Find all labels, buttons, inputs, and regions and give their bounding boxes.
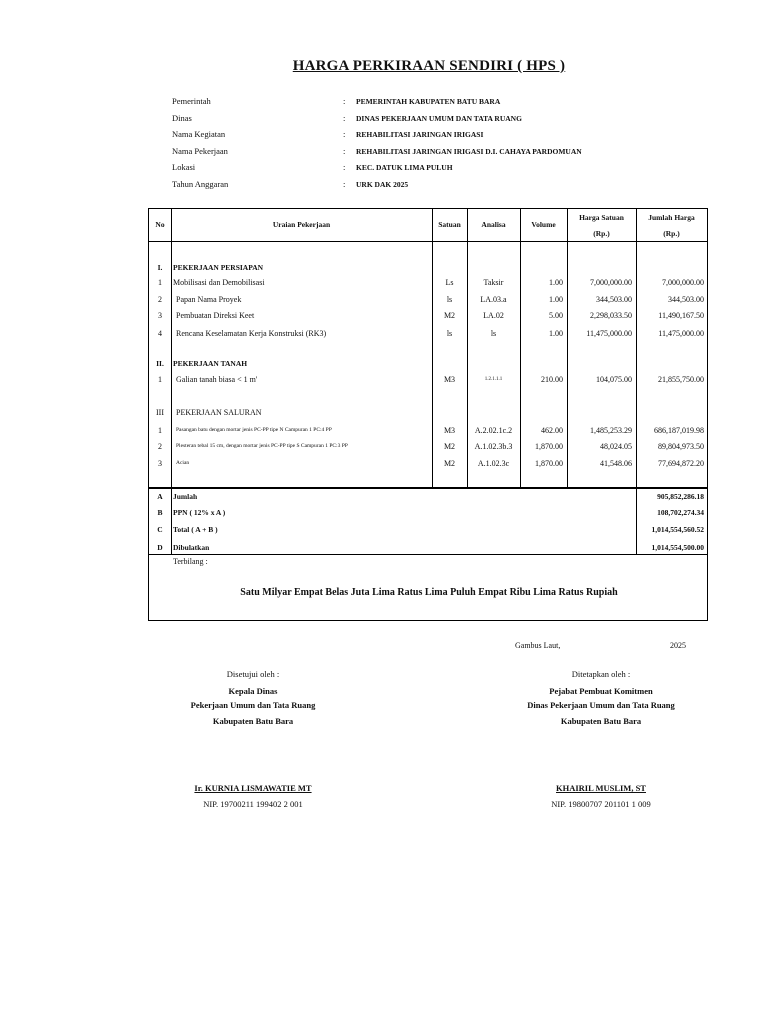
row-uraian: Papan Nama Proyek [176, 295, 242, 304]
section-no: I. [157, 263, 163, 272]
row-satuan: ls [446, 329, 453, 338]
row-volume: 1,870.00 [535, 459, 563, 468]
row-jumlah: 344,503.00 [668, 295, 704, 304]
row-volume: 1.00 [549, 295, 563, 304]
signatory-title: Dinas Pekerjaan Umum dan Tata Ruang [527, 700, 675, 710]
row-satuan: M2 [443, 442, 456, 451]
place-date: Gambus Laut, [515, 641, 561, 650]
signatory-name: KHAIRIL MUSLIM, ST [556, 783, 646, 793]
info-label-nama-kegiatan: Nama Kegiatan [172, 129, 226, 139]
header-jumlah-harga-unit: (Rp.) [663, 229, 680, 238]
header-volume: Volume [531, 220, 556, 229]
row-uraian: Rencana Keselamatan Kerja Konstruksi (RK3) [176, 329, 327, 338]
row-satuan: M3 [443, 375, 456, 384]
hps-table [148, 208, 708, 621]
info-value-nama-kegiatan: REHABILITASI JARINGAN IRIGASI [356, 130, 484, 139]
document-title: HARGA PERKIRAAN SENDIRI ( HPS ) [292, 58, 566, 74]
row-uraian: Plesteran tebal 15 cm, dengan mortar jenis PC-PP tipe S Campuran 1 PC:3 PP [176, 443, 348, 449]
signatory-title: Kepala Dinas [228, 686, 278, 696]
col-divider [171, 209, 172, 488]
summary-value: 1,014,554,560.52 [651, 525, 704, 534]
row-uraian: Mobilisasi dan Demobilisasi [173, 278, 265, 287]
row-no: 3 [158, 311, 162, 320]
row-volume: 5.00 [549, 311, 563, 320]
row-satuan: M3 [443, 426, 456, 435]
row-no: 4 [158, 329, 162, 338]
row-harga: 41,548.06 [600, 459, 632, 468]
row-harga: 104,075.00 [596, 375, 632, 384]
row-no: 2 [158, 295, 162, 304]
row-analisa: Taksir [483, 278, 504, 287]
row-volume: 1,870.00 [535, 442, 563, 451]
row-harga: 1,485,253.29 [590, 426, 632, 435]
signatory-nip: NIP. 19700211 199402 2 001 [203, 799, 303, 809]
summary-label: Total ( A + B ) [173, 525, 218, 534]
info-value-lokasi: KEC. DATUK LIMA PULUH [356, 163, 453, 172]
row-harga: 48,024.05 [600, 442, 632, 451]
summary-value: 108,702,274.34 [657, 508, 704, 517]
summary-label: PPN ( 12% x A ) [173, 508, 226, 517]
row-analisa: A.2.02.1c.2 [474, 426, 513, 435]
info-value-dinas: DINAS PEKERJAAN UMUM DAN TATA RUANG [356, 114, 522, 123]
row-satuan: M2 [443, 459, 456, 468]
row-analisa: A.1.02.3b.3 [474, 442, 513, 451]
info-colon: : [343, 129, 346, 139]
signatory-name: Ir. KURNIA LISMAWATIE MT [194, 783, 312, 793]
info-label-nama-pekerjaan: Nama Pekerjaan [172, 146, 228, 156]
row-harga: 344,503.00 [596, 295, 632, 304]
row-volume: 1.00 [549, 278, 563, 287]
row-uraian: Acian [176, 460, 190, 466]
row-uraian: Pasangan batu dengan mortar jenis PC-PP tipe N Campuran 1 PC:4 PP [176, 427, 332, 433]
signatory-title: Kabupaten Batu Bara [560, 716, 642, 726]
summary-code: A [157, 492, 163, 501]
row-no: 1 [158, 426, 162, 435]
summary-divider [149, 487, 707, 489]
row-jumlah: 11,490,167.50 [658, 311, 704, 320]
row-no: 1 [158, 278, 162, 287]
summary-value: 1,014,554,500.00 [651, 543, 704, 552]
header-no: No [155, 220, 165, 229]
header-divider [149, 241, 707, 242]
row-volume: 462.00 [541, 426, 563, 435]
row-analisa: 1.2.1.1.1 [484, 377, 503, 382]
summary-label: Dibulatkan [173, 543, 210, 552]
row-satuan: M2 [443, 311, 456, 320]
section-title: PEKERJAAN PERSIAPAN [173, 263, 264, 272]
info-value-tahun-anggaran: URK DAK 2025 [356, 180, 409, 189]
info-colon: : [343, 113, 346, 123]
row-analisa: ls [490, 329, 497, 338]
section-title: PEKERJAAN TANAH [173, 359, 248, 368]
info-label-pemerintah: Pemerintah [172, 96, 211, 106]
header-jumlah-harga: Jumlah Harga [648, 213, 695, 222]
summary-code: B [157, 508, 163, 517]
row-jumlah: 7,000,000.00 [662, 278, 704, 287]
summary-code: C [157, 525, 163, 534]
approved-label: Ditetapkan oleh : [571, 669, 631, 679]
terbilang-divider [149, 554, 707, 555]
year: 2025 [670, 641, 686, 650]
row-volume: 1.00 [549, 329, 563, 338]
signatory-nip: NIP. 19800707 201101 1 009 [551, 799, 651, 809]
col-divider [171, 488, 172, 554]
summary-code: D [157, 543, 163, 552]
row-satuan: Ls [445, 278, 454, 287]
info-value-pemerintah: PEMERINTAH KABUPATEN BATU BARA [356, 97, 501, 106]
summary-value: 905,852,286.18 [657, 492, 704, 501]
row-satuan: ls [446, 295, 453, 304]
row-analisa: LA.03.a [480, 295, 507, 304]
info-colon: : [343, 146, 346, 156]
header-analisa: Analisa [481, 220, 506, 229]
row-harga: 7,000,000.00 [590, 278, 632, 287]
terbilang-text: Satu Milyar Empat Belas Juta Lima Ratus Lima Puluh Empat Ribu Lima Ratus Rupiah [240, 587, 618, 598]
section-no: III [156, 408, 164, 417]
info-label-dinas: Dinas [172, 113, 192, 123]
info-colon: : [343, 179, 346, 189]
info-label-tahun-anggaran: Tahun Anggaran [172, 179, 229, 189]
row-jumlah: 686,187,019.98 [654, 426, 704, 435]
header-satuan: Satuan [438, 220, 461, 229]
row-jumlah: 21,855,750.00 [658, 375, 704, 384]
info-value-nama-pekerjaan: REHABILITASI JARINGAN IRIGASI D.I. CAHAYA PARDOMUAN [356, 147, 582, 156]
info-label-lokasi: Lokasi [172, 162, 196, 172]
info-colon: : [343, 96, 346, 106]
header-harga-satuan: Harga Satuan [579, 213, 624, 222]
signatory-title: Pejabat Pembuat Komitmen [549, 686, 653, 696]
approved-label: Disetujui oleh : [226, 669, 280, 679]
row-analisa: LA.02 [483, 311, 504, 320]
signatory-title: Pekerjaan Umum dan Tata Ruang [190, 700, 316, 710]
header-uraian: Uraian Pekerjaan [272, 220, 331, 229]
header-harga-satuan-unit: (Rp.) [593, 229, 610, 238]
row-analisa: A.1.02.3c [477, 459, 510, 468]
row-no: 3 [158, 459, 162, 468]
row-jumlah: 89,804,973.50 [658, 442, 704, 451]
section-title: PEKERJAAN SALURAN [176, 408, 262, 417]
section-no: II. [156, 359, 164, 368]
row-jumlah: 11,475,000.00 [658, 329, 704, 338]
signatory-title: Kabupaten Batu Bara [212, 716, 294, 726]
row-harga: 2,298,033.50 [590, 311, 632, 320]
row-uraian: Galian tanah biasa < 1 m' [176, 375, 258, 384]
row-harga: 11,475,000.00 [586, 329, 632, 338]
row-uraian: Pembuatan Direksi Keet [176, 311, 255, 320]
row-volume: 210.00 [541, 375, 563, 384]
row-no: 1 [158, 375, 162, 384]
row-jumlah: 77,694,872.20 [658, 459, 704, 468]
info-colon: : [343, 162, 346, 172]
summary-label: Jumlah [173, 492, 198, 501]
terbilang-label: Terbilang : [173, 557, 208, 566]
row-no: 2 [158, 442, 162, 451]
